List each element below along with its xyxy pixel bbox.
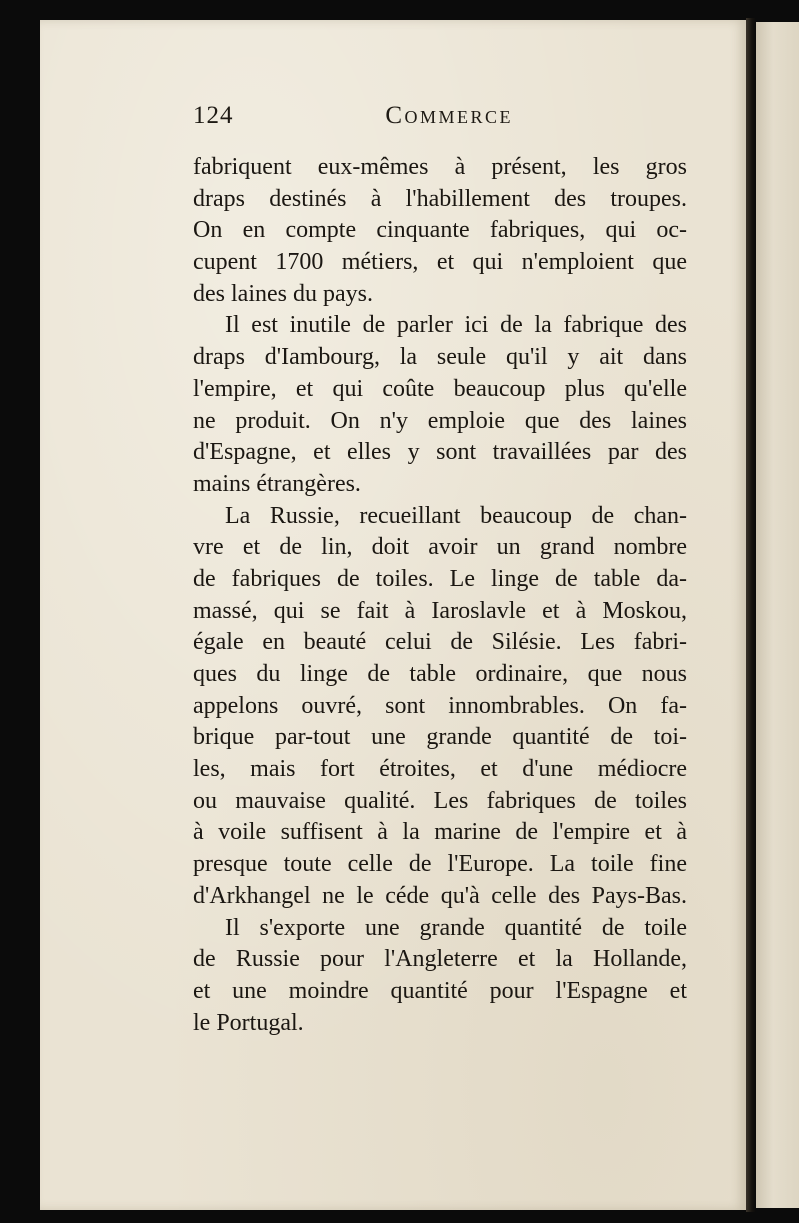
text-line: Il s'exporte une grande quantité de toile	[225, 914, 687, 941]
text-line: massé, qui se fait à Iaroslavle et à Moskou,	[193, 597, 687, 624]
text-line: mains étrangères.	[193, 470, 361, 497]
text-line: le Portugal.	[193, 1009, 304, 1036]
text-line: appelons ouvré, sont innombrables. On fa-	[193, 692, 687, 719]
body-text	[193, 152, 687, 1039]
text-line: des laines du pays.	[193, 280, 373, 307]
text-line: d'Arkhangel ne le céde qu'à celle des Pays-Bas.	[193, 882, 687, 909]
running-title: Commerce	[385, 102, 513, 129]
paragraph	[193, 913, 687, 1040]
text-line: de Russie pour l'Angleterre et la Hollande,	[193, 946, 687, 973]
text-line: draps d'Iambourg, la seule qu'il y ait dans	[193, 344, 687, 371]
text-line: ou mauvaise qualité. Les fabriques de toiles	[193, 787, 687, 814]
text-line: les, mais fort étroites, et d'une médiocre	[193, 756, 687, 783]
text-line: La Russie, recueillant beaucoup de chan-	[225, 502, 687, 529]
page-gutter-shadow	[746, 18, 756, 1212]
paragraph	[193, 152, 687, 310]
text-line: brique par-tout une grande quantité de toi-	[193, 724, 687, 751]
text-line: cupent 1700 métiers, et qui n'emploient que	[193, 249, 687, 276]
text-line: ques du linge de table ordinaire, que nous	[193, 661, 687, 687]
running-head	[193, 102, 513, 136]
text-line: à voile suffisent à la marine de l'empire et à	[193, 819, 687, 846]
paragraph	[193, 501, 687, 913]
text-line: d'Espagne, et elles y sont travaillées par des	[193, 439, 687, 466]
text-line: de fabriques de toiles. Le linge de table da-	[193, 565, 687, 592]
text-line: et une moindre quantité pour l'Espagne et	[193, 977, 687, 1004]
text-line: égale en beauté celui de Silésie. Les fabri-	[193, 629, 687, 656]
adjacent-page-edge	[756, 22, 799, 1208]
text-line: ne produit. On n'y emploie que des laines	[193, 407, 687, 434]
text-line: fabriquent eux-mêmes à présent, les gros	[193, 154, 687, 180]
paragraph	[193, 310, 687, 500]
text-line: presque toute celle de l'Europe. La toile fine	[193, 851, 687, 878]
text-line: vre et de lin, doit avoir un grand nombre	[193, 534, 687, 561]
text-line: Il est inutile de parler ici de la fabrique des	[225, 312, 687, 339]
text-line: draps destinés à l'habillement des troupes.	[193, 185, 687, 212]
page-number: 124	[193, 102, 234, 129]
text-line: On en compte cinquante fabriques, qui oc-	[193, 217, 687, 244]
text-line: l'empire, et qui coûte beaucoup plus qu'elle	[193, 375, 687, 402]
